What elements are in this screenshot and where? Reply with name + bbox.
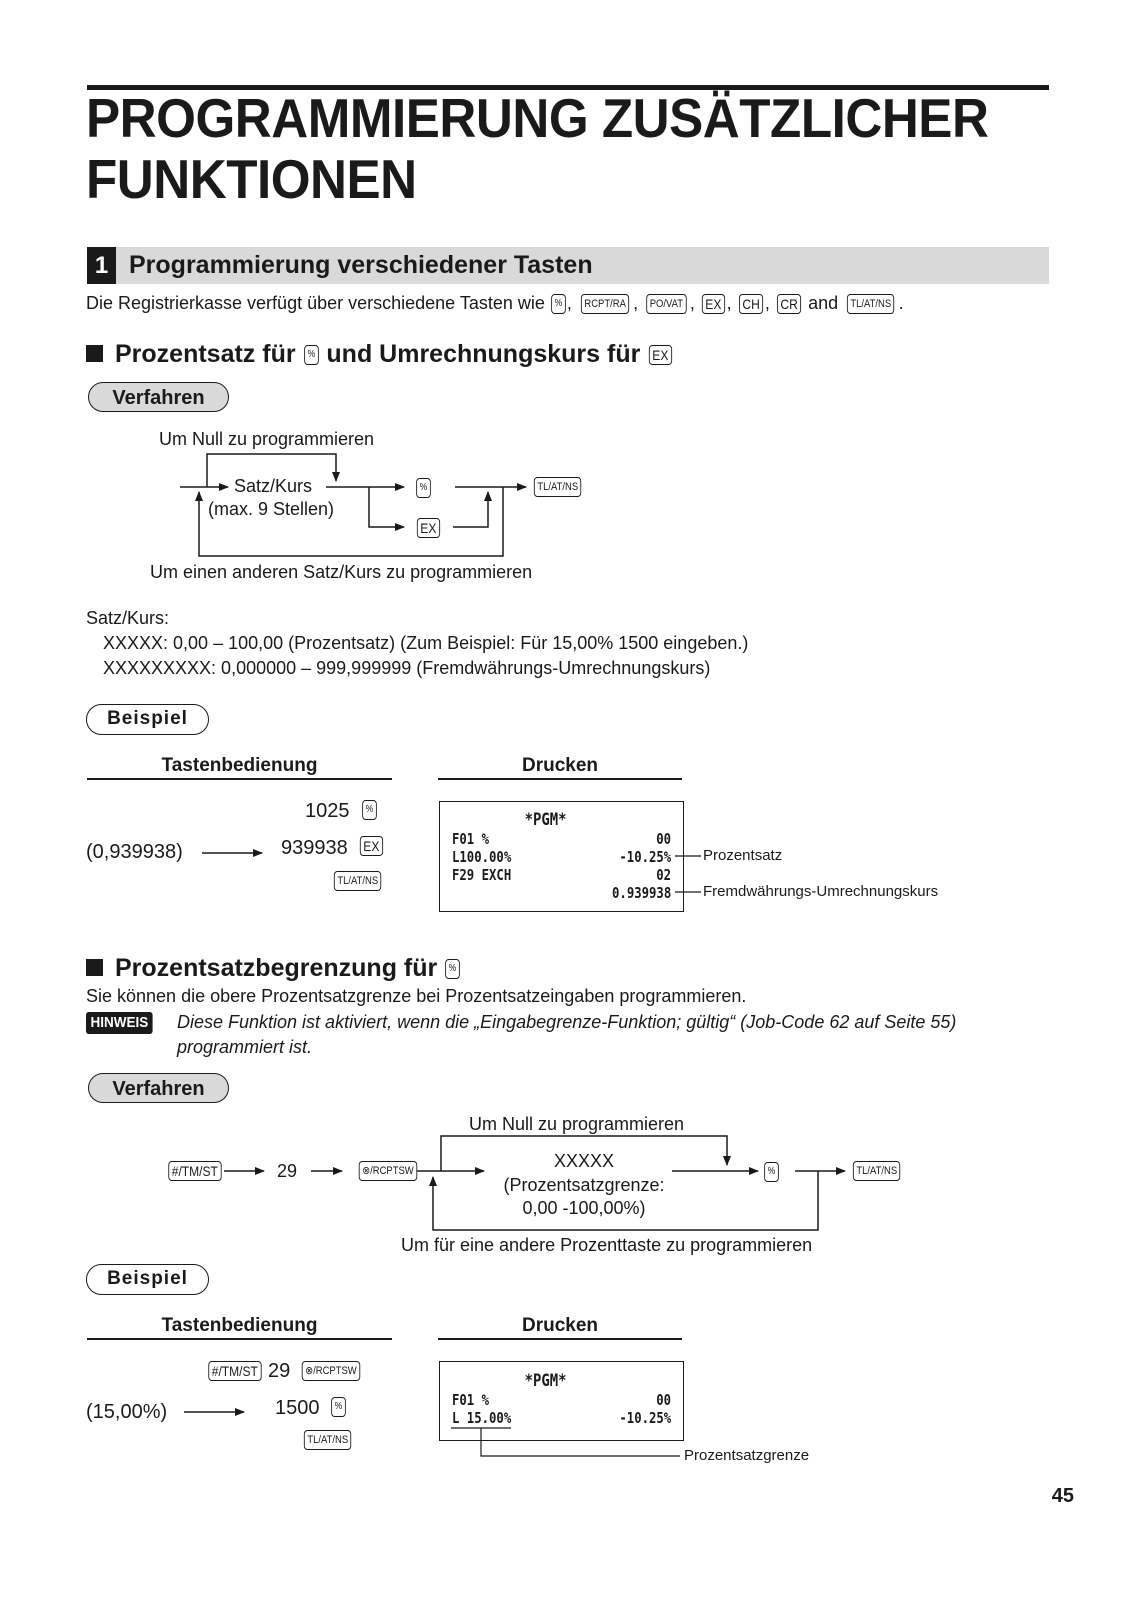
- key-tm-st: #/TM/ST: [208, 1361, 261, 1381]
- key-rcptsw: ⊗/RCPTSW: [359, 1161, 417, 1181]
- key-ex: EX: [649, 345, 672, 365]
- key-tl-at-ns: TL/AT/NS: [847, 294, 895, 314]
- col-head-print: Drucken: [521, 1315, 599, 1336]
- heading-text-pre: Prozentsatz für: [115, 340, 296, 368]
- heading-text: Prozentsatzbegrenzung für: [115, 954, 438, 982]
- procedure-label: Verfahren: [88, 1073, 229, 1103]
- note-line1: Diese Funktion ist aktiviert, wenn die „Eingabegrenze-Funktion; gültig“ (Job-Code 62 auf Seite 55): [177, 1012, 957, 1032]
- key-ex: EX: [702, 294, 725, 314]
- col-head-keys: Tastenbedienung: [161, 1315, 318, 1336]
- key-percent: %: [304, 345, 319, 365]
- callout-percent: Prozentsatz: [703, 847, 783, 864]
- ex1-value-1025: 1025: [305, 800, 350, 822]
- rate-info-line1: XXXXX: 0,00 – 100,00 (Prozentsatz) (Zum Beispiel: Für 15,00% 1500 eingeben.): [103, 633, 749, 653]
- example-label: Beispiel: [86, 704, 209, 735]
- key-percent: %: [764, 1162, 779, 1182]
- receipt1-l4-right: 0.939938: [611, 884, 671, 902]
- receipt2-l2-left: L 15.00%: [452, 1409, 512, 1427]
- key-percent: %: [416, 478, 431, 498]
- section-title: Programmierung verschiedener Tasten: [129, 251, 593, 279]
- ex1-value-939938: 939938: [281, 837, 348, 859]
- receipt1-header: *PGM*: [524, 810, 567, 830]
- flow2-top-label: Um Null zu programmieren: [469, 1114, 685, 1134]
- intro-text: Die Registrierkasse verfügt über verschiedene Tasten wie % , RCPT/RA , PO/VAT , EX , CH , CR and TL/AT/NS .: [86, 293, 904, 313]
- receipt1-l3-right: 02: [656, 866, 671, 884]
- key-ex: EX: [360, 836, 383, 856]
- flow1-rate-line1: Satz/Kurs: [234, 476, 313, 496]
- note-badge: HINWEIS: [86, 1012, 153, 1034]
- ex2-code: 29: [268, 1360, 291, 1382]
- ex1-note: (0,939938): [86, 841, 183, 863]
- key-rcptsw: ⊗/RCPTSW: [302, 1361, 360, 1381]
- receipt2-l1-right: 00: [656, 1391, 671, 1409]
- receipt2-l2-right: -10.25%: [619, 1409, 671, 1427]
- key-tl-at-ns: TL/AT/NS: [853, 1161, 901, 1181]
- flow2-limit-line3: 0,00 -100,00%): [522, 1198, 646, 1218]
- key-percent: %: [445, 959, 460, 979]
- receipt1-l2-right: -10.25%: [619, 848, 671, 866]
- flow2-limit-line1: XXXXX: [553, 1151, 615, 1171]
- callout-exchange-rate: Fremdwährungs-Umrechnungskurs: [703, 883, 939, 900]
- rate-info-title: Satz/Kurs:: [86, 608, 170, 628]
- col-head-keys: Tastenbedienung: [161, 755, 318, 776]
- key-po-vat: PO/VAT: [646, 294, 686, 314]
- receipt2-header: *PGM*: [524, 1371, 567, 1391]
- ex2-note: (15,00%): [86, 1401, 168, 1423]
- key-tl-at-ns: TL/AT/NS: [334, 871, 382, 891]
- key-percent: %: [362, 800, 377, 820]
- receipt1-l1-right: 00: [656, 830, 671, 848]
- col-head-print: Drucken: [521, 755, 599, 776]
- page-number: 45: [1051, 1485, 1074, 1507]
- receipt1-l3-left: F29 EXCH: [452, 866, 512, 884]
- example-label: Beispiel: [86, 1264, 209, 1295]
- procedure-label: Verfahren: [88, 382, 229, 412]
- section-number: 1: [87, 247, 116, 284]
- intro-and: and: [808, 293, 839, 313]
- ex2-value-1500: 1500: [275, 1397, 320, 1419]
- receipt1-l1-left: F01 %: [452, 830, 490, 848]
- receipt1-l2-left: L100.00%: [452, 848, 512, 866]
- note-line2: programmiert ist.: [177, 1037, 313, 1057]
- key-tm-st: #/TM/ST: [168, 1161, 221, 1181]
- flow1-top-label: Um Null zu programmieren: [159, 429, 375, 449]
- flow1-bottom-label: Um einen anderen Satz/Kurs zu programmieren: [150, 562, 533, 582]
- callout-percent-limit: Prozentsatzgrenze: [684, 1447, 810, 1464]
- key-ex: EX: [417, 518, 440, 538]
- flow1-rate-line2: (max. 9 Stellen): [208, 499, 335, 519]
- page-title-line2: FUNKTIONEN: [86, 148, 417, 210]
- intro-end: .: [898, 293, 904, 313]
- key-ch: CH: [739, 294, 763, 314]
- heading-text-mid: und Umrechnungskurs für: [326, 340, 641, 368]
- receipt2-l1-left: F01 %: [452, 1391, 490, 1409]
- key-cr: CR: [777, 294, 801, 314]
- key-percent: %: [331, 1397, 346, 1417]
- key-tl-at-ns: TL/AT/NS: [534, 477, 582, 497]
- page-title-line1: PROGRAMMIERUNG ZUSÄTZLICHER: [86, 87, 989, 149]
- rate-info-line2: XXXXXXXXX: 0,000000 – 999,999999 (Fremdwährungs-Umrechnungskurs): [103, 658, 711, 678]
- intro-sentence: Die Registrierkasse verfügt über verschiedene Tasten wie: [86, 293, 545, 313]
- flow2-code: 29: [277, 1161, 298, 1181]
- flow2-limit-line2: (Prozentsatzgrenze:: [503, 1175, 665, 1195]
- flow2-bottom-label: Um für eine andere Prozenttaste zu programmieren: [401, 1235, 813, 1255]
- key-rcpt-ra: RCPT/RA: [581, 294, 629, 314]
- key-percent: %: [551, 294, 566, 314]
- limit-description: Sie können die obere Prozentsatzgrenze bei Prozentsatzeingaben programmieren.: [86, 986, 747, 1006]
- key-tl-at-ns: TL/AT/NS: [304, 1430, 352, 1450]
